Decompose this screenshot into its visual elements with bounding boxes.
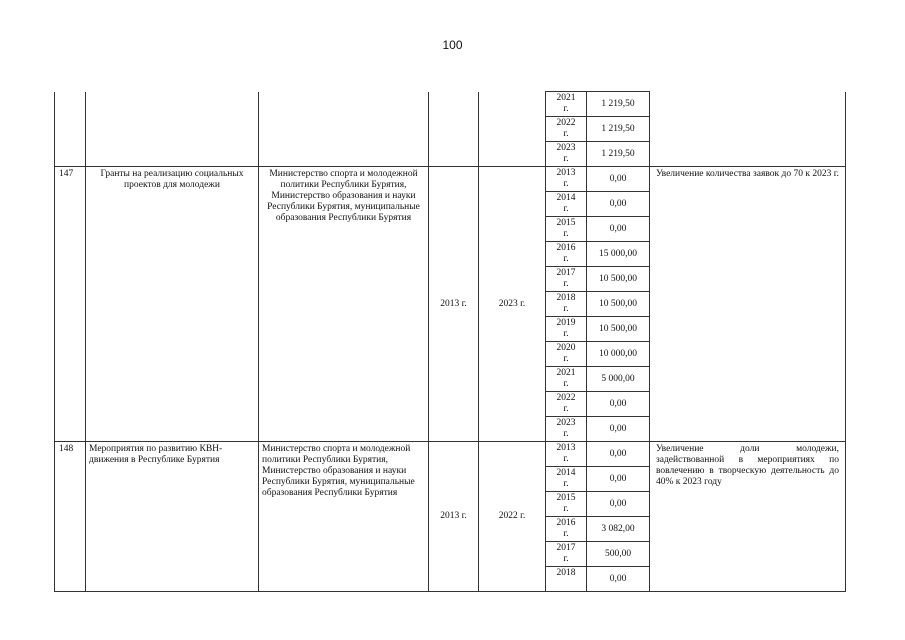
continuation-name-cell (86, 92, 259, 167)
amount-cell: 0,00 (587, 417, 650, 442)
year-cell: 2013 г. (546, 442, 587, 467)
year-cell: 2023 г. (546, 142, 587, 167)
amount-cell: 3 082,00 (587, 517, 650, 542)
continuation-start-cell (429, 92, 479, 167)
amount-cell: 10 000,00 (587, 342, 650, 367)
year-cell: 2014 г. (546, 467, 587, 492)
year-cell: 2017 г. (546, 267, 587, 292)
page-number: 100 (442, 38, 463, 52)
amount-cell: 15 000,00 (587, 242, 650, 267)
item-end-date: 2023 г. (479, 167, 546, 442)
item-end-date: 2022 г. (479, 442, 546, 592)
year-cell: 2015 г. (546, 217, 587, 242)
amount-cell: 0,00 (587, 567, 650, 592)
year-cell: 2023 г. (546, 417, 587, 442)
year-cell: 2022 г. (546, 392, 587, 417)
item-result: Увеличение количества заявок до 70 к 2023 г. (650, 167, 846, 442)
table-row (55, 442, 846, 467)
item-name: Гранты на реализацию социальных проектов для молодежи (86, 167, 259, 442)
item-executor: Министерство спорта и молодежной политики Республики Бурятия, Министерство образования и науки Республики Бурятия, муниципальные образования Республики Бурятия (259, 167, 429, 442)
amount-cell: 10 500,00 (587, 317, 650, 342)
amount-cell: 1 219,50 (587, 117, 650, 142)
year-cell: 2020 г. (546, 342, 587, 367)
item-number: 147 (55, 167, 86, 442)
table-row (55, 92, 846, 117)
amount-cell: 1 219,50 (587, 92, 650, 117)
year-cell: 2019 г. (546, 317, 587, 342)
amount-cell: 0,00 (587, 492, 650, 517)
year-cell: 2016 г. (546, 242, 587, 267)
amount-cell: 0,00 (587, 392, 650, 417)
amount-cell: 0,00 (587, 167, 650, 192)
year-cell: 2016 г. (546, 517, 587, 542)
item-executor: Министерство спорта и молодежной политики Республики Бурятия, Министерство образования и науки Республики Бурятия, муниципальные образования Республики Бурятия (259, 442, 429, 592)
continuation-num-cell (55, 92, 86, 167)
year-cell: 2022 г. (546, 117, 587, 142)
year-cell: 2018 (546, 567, 587, 592)
item-start-date: 2013 г. (429, 442, 479, 592)
continuation-end-cell (479, 92, 546, 167)
amount-cell: 0,00 (587, 467, 650, 492)
year-cell: 2018 г. (546, 292, 587, 317)
table-row (55, 167, 846, 192)
continuation-result-cell (650, 92, 846, 167)
continuation-exec-cell (259, 92, 429, 167)
year-cell: 2021 г. (546, 92, 587, 117)
amount-cell: 10 500,00 (587, 267, 650, 292)
item-start-date: 2013 г. (429, 167, 479, 442)
amount-cell: 0,00 (587, 217, 650, 242)
item-name: Мероприятия по развитию КВН-движения в Республике Бурятия (86, 442, 259, 592)
year-cell: 2013 г. (546, 167, 587, 192)
program-table (54, 91, 846, 592)
year-cell: 2017 г. (546, 542, 587, 567)
year-cell: 2014 г. (546, 192, 587, 217)
year-cell: 2015 г. (546, 492, 587, 517)
amount-cell: 10 500,00 (587, 292, 650, 317)
amount-cell: 500,00 (587, 542, 650, 567)
amount-cell: 5 000,00 (587, 367, 650, 392)
amount-cell: 0,00 (587, 192, 650, 217)
item-result: Увеличение доли молодежи, задействованной в мероприятиях по вовлечению в творческую деятельность до 40% к 2023 году (650, 442, 846, 592)
year-cell: 2021 г. (546, 367, 587, 392)
table-body (55, 92, 846, 592)
amount-cell: 1 219,50 (587, 142, 650, 167)
item-number: 148 (55, 442, 86, 592)
amount-cell: 0,00 (587, 442, 650, 467)
